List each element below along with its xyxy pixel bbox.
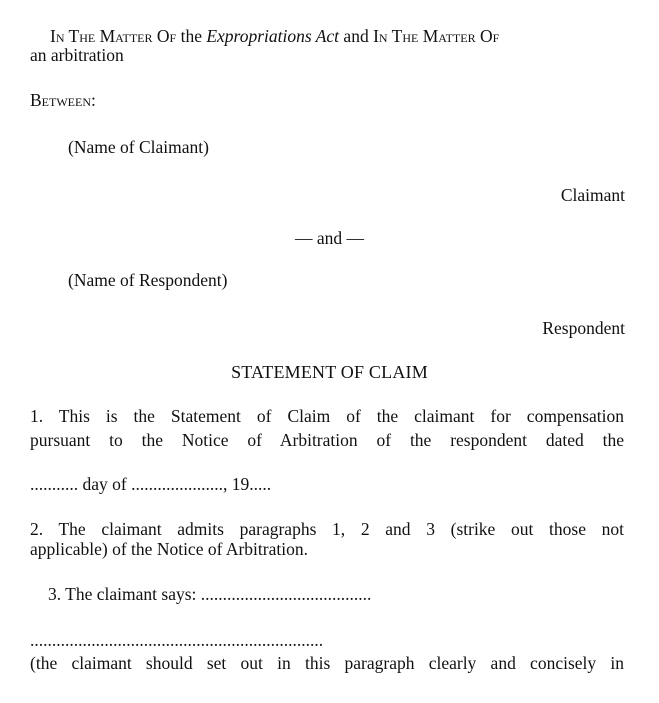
paragraph-1-date-line: ........... day of ....................., 19..... (30, 474, 272, 494)
paragraph-1-line-1: 1. This is the Statement of Claim of the claimant for compensation (30, 406, 624, 426)
heading-in-the-matter-of-1: In The Matter Of (50, 26, 177, 46)
paragraph-2-line-2: applicable) of the Notice of Arbitration. (30, 539, 308, 559)
paragraph-3-dotted-line: ................................................................... (30, 632, 324, 650)
heading-line-1 (50, 28, 499, 46)
paragraph-2-line-1: 2. The claimant admits paragraphs 1, 2 and 3 (strike out those not (30, 519, 624, 539)
heading-act-name: Expropriations Act (206, 26, 340, 46)
heading-in-the-matter-of-2: In The Matter Of (373, 26, 500, 46)
between-label: Between: (30, 90, 96, 110)
claimant-name-placeholder: (Name of Claimant) (68, 137, 209, 157)
heading-line-2: an arbitration (30, 45, 124, 65)
paragraph-3-line-1: 3. The claimant says: ....................................... (48, 584, 372, 604)
respondent-name-placeholder: (Name of Respondent) (68, 270, 228, 290)
document-title: STATEMENT OF CLAIM (231, 362, 428, 382)
and-separator: — and — (294, 228, 365, 248)
heading-and: and (343, 26, 369, 46)
paragraph-3-note: (the claimant should set out in this paragraph clearly and concisely in (30, 653, 624, 673)
heading-the: the (180, 26, 202, 46)
claimant-label: Claimant (560, 185, 625, 205)
respondent-label: Respondent (542, 318, 625, 338)
paragraph-1-line-2: pursuant to the Notice of Arbitration of the respondent dated the (30, 430, 624, 450)
